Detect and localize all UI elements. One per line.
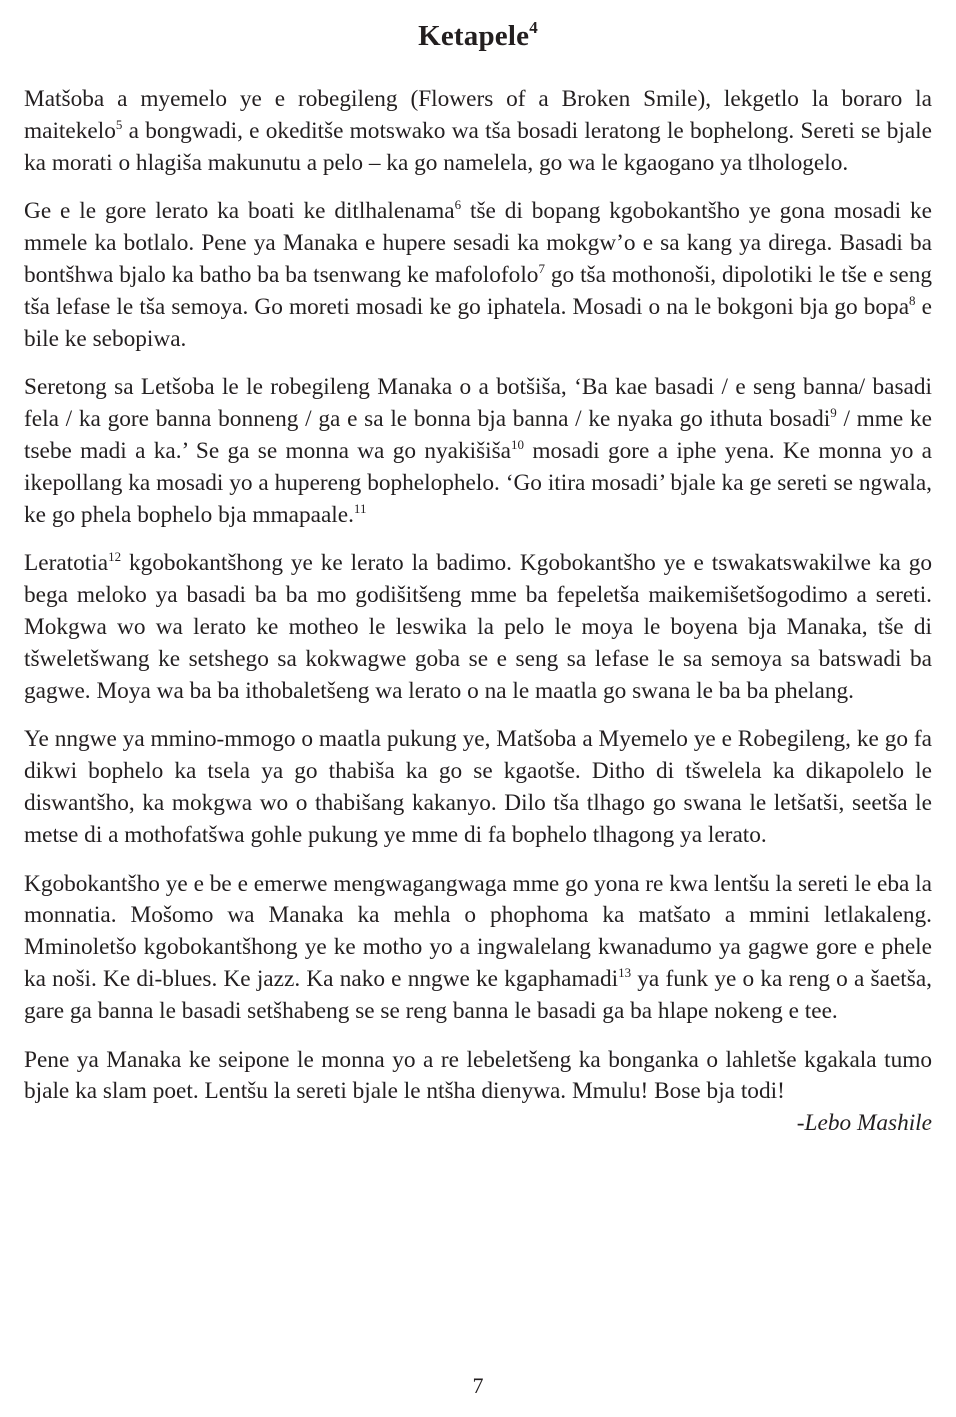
author-signature: -Lebo Mashile (796, 1110, 932, 1137)
paragraph-7 (24, 1045, 932, 1109)
paragraph-text-run: a bongwadi, e okeditše motswako wa tša bosadi leratong le bophelong. Sereti se bjale ka morati o hlagiša makunutu a pelo – ka go namelela, go wa le kgaogano ya tlhologelo. (24, 117, 932, 176)
paragraph-text-run: / mme ke tsebe madi a ka.’ Se ga se monna wa go nyakišiša (24, 406, 932, 464)
paragraph-text-run: mosadi gore a iphe yena. Ke monna yo a ikepollang ka mosadi yo a hupereng bophelophelo. ‘Go itira mosadi’ bjale ka ge sereti se ngwala, ke go phela bophelo bja mmapaale. (24, 437, 932, 528)
body-text (24, 84, 932, 1140)
paragraph-5 (24, 724, 932, 851)
paragraph-text-run: kgobokantšhong ye ke lerato la badimo. Kgobokantšho ye e tswakatswakilwe ka go bega meloko ya basadi ba ba mo godišitšeng mme ba fepeletša maikemišetšogodimo a sereti. Mokgwa wo wa lerato ke motheo le leswika la pelo le moya le boyena bja Manaka, tše di tšweletšwang ke setshego sa kokwagwe goba se e seng sa lefase le sa semoya sa batswadi ba gagwe. Moya wa ba ba ithobaletšeng wa lerato o na le maatla go swana le ba ba phelang. (24, 550, 932, 704)
paragraph-text-run: Ye nngwe ya mmino-mmogo o maatla pukung ye, Matšoba a Myemelo ye e Robegileng, ke go fa dikwi bophelo ka tsela ya go thabiša ka go se kgaotše. Ditho di tšwelela ka dikapolelo le diswantšho, ka mokgwa wo o thabišang kakanyo. Dilo tša tlhago go swana le letšatši, seetša le metse di a mothofatšwa gohle pukung ye mme di fa bophelo tlhagong ya lerato. (24, 726, 932, 848)
paragraph-text-run: go tša mothonoši, dipolotiki le tše e seng tša lefase le tša semoya. Go moreti mosadi ke go iphatela. Mosadi o na le bokgoni bja go bopa (24, 261, 932, 320)
paragraph-text-run: Pene ya Manaka ke seipone le monna yo a re lebeletšeng ka bonganka o lahletše kgakala tumo bjale ka slam poet. Lentšu la sereti bjale le ntšha dienywa. Mmulu! Bose bja todi! (24, 1046, 932, 1105)
paragraph-1 (24, 84, 932, 179)
paragraph-text-run: tše di bopang kgobokantšho ye gona mosadi ke mmele ka botlalo. Pene ya Manaka e hupere sesadi ka mokgw’o e sa kang ya direga. Basadi ba bontšhwa bjalo ka batho ba ba tsenwang ke mafolofolo (24, 198, 933, 288)
title-footnote-marker: 4 (529, 18, 538, 37)
footnote-marker: 5 (115, 116, 123, 132)
page-title (24, 0, 932, 54)
paragraph-text-run: Matšoba a myemelo ye e robegileng (Flowers of a Broken Smile), lekgetlo la boraro la maitekelo (24, 86, 932, 144)
paragraph-6 (24, 869, 932, 1028)
paragraph-text-run: Ge e le gore lerato ka boati ke ditlhalenama (24, 198, 455, 225)
paragraph-4 (24, 548, 932, 707)
footnote-marker: 10 (511, 436, 525, 452)
paragraph-text-run: e bile ke sebopiwa. (24, 293, 932, 352)
footnote-marker: 12 (108, 549, 122, 565)
footnote-marker: 9 (830, 405, 837, 421)
paragraph-3 (24, 372, 932, 531)
paragraph-text-run: Seretong sa Letšoba le le robegileng Manaka o a botšiša, ‘Ba kae basadi / e seng banna/ basadi fela / ka gore banna bonneng / ga e sa le bonna bja banna / ke nyaka go ithuta bosadi (24, 374, 932, 433)
page-number: 7 (472, 1373, 484, 1398)
footnote-marker: 13 (618, 964, 632, 980)
paragraph-text-run: Leratotia (24, 550, 109, 577)
footnote-marker: 11 (353, 500, 367, 516)
paragraph-text-run: Kgobokantšho ye e be e emerwe mengwagangwaga mme go yona re kwa lentšu la sereti le eba la monnatia. Mošomo wa Manaka ka mehla o phophoma ka matšato a mmini letlakaleng. Mminoletšo kgobokantšhong ye ke motho yo a ingwalelang kwanadumo ya gagwe gore e phele ka noši. Ke di-blues. Ke jazz. Ka nako e nngwe ke kgaphamadi (24, 870, 932, 992)
footnote-marker: 7 (538, 260, 545, 276)
paragraph-text-run: ya funk ye o ka reng o a šaetša, gare ga banna le basadi setšhabeng se se reng banna le basadi ga ba hlape nokeng e tee. (24, 965, 932, 1024)
paragraph-2 (24, 196, 932, 355)
footnote-marker: 6 (454, 197, 462, 213)
footnote-marker: 8 (909, 292, 916, 308)
title-text: Ketapele (418, 20, 530, 52)
document-page (24, 0, 932, 1417)
